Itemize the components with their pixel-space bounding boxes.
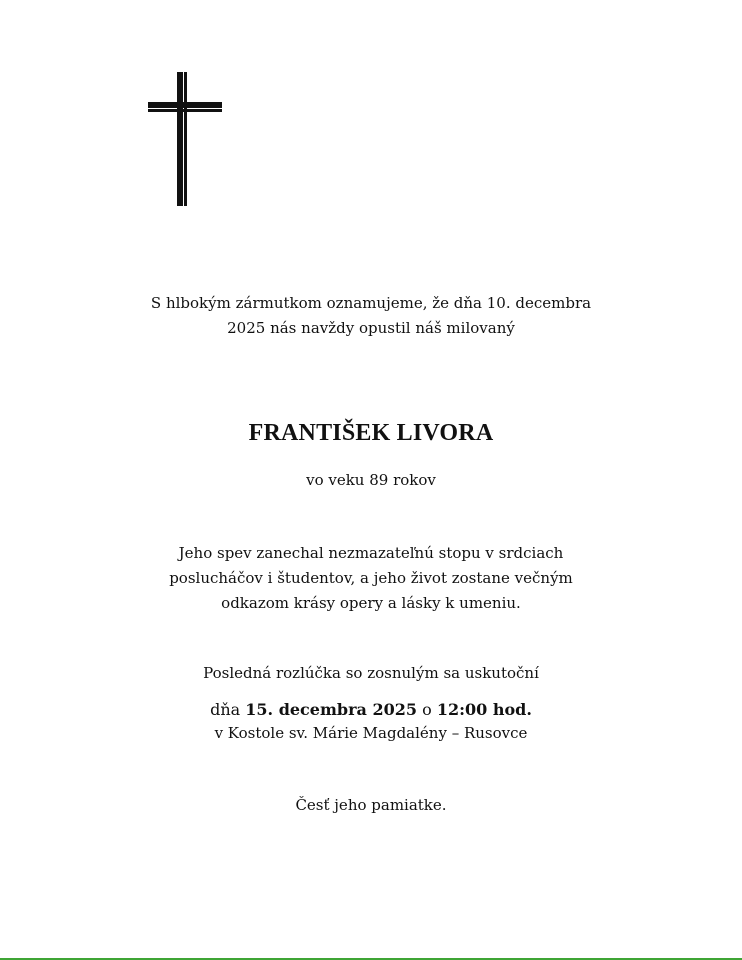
tribute-line-2: poslucháčov i študentov, a jeho život zostane večným xyxy=(169,569,573,587)
deceased-age: vo veku 89 rokov xyxy=(306,471,436,489)
closing-text: Česť jeho pamiatke. xyxy=(295,796,447,814)
funeral-time: 12:00 hod. xyxy=(436,700,532,719)
intro-line-1: S hlbokým zármutkom oznamujeme, že dňa 10. decembra xyxy=(150,294,592,312)
funeral-date-connector: o xyxy=(422,700,432,719)
funeral-place: v Kostole sv. Márie Magdalény – Rusovce xyxy=(214,724,528,742)
funeral-intro: Posledná rozlúčka so zosnulým sa uskutoční xyxy=(203,664,539,682)
deceased-name: FRANTIŠEK LIVORA xyxy=(248,420,494,446)
tribute-line-1: Jeho spev zanechal nezmazateľnú stopu v srdciach xyxy=(178,544,564,562)
tribute-text xyxy=(0,541,742,616)
funeral-date-line xyxy=(0,700,742,719)
announcement-intro xyxy=(0,291,742,341)
cross-icon-graphic xyxy=(148,72,224,206)
funeral-date: 15. decembra 2025 xyxy=(245,700,417,719)
tribute-line-3: odkazom krásy opery a lásky k umeniu. xyxy=(221,594,521,612)
intro-line-2: 2025 nás navždy opustil náš milovaný xyxy=(227,319,515,337)
cross-icon xyxy=(148,72,224,206)
funeral-date-prefix: dňa xyxy=(210,700,241,719)
